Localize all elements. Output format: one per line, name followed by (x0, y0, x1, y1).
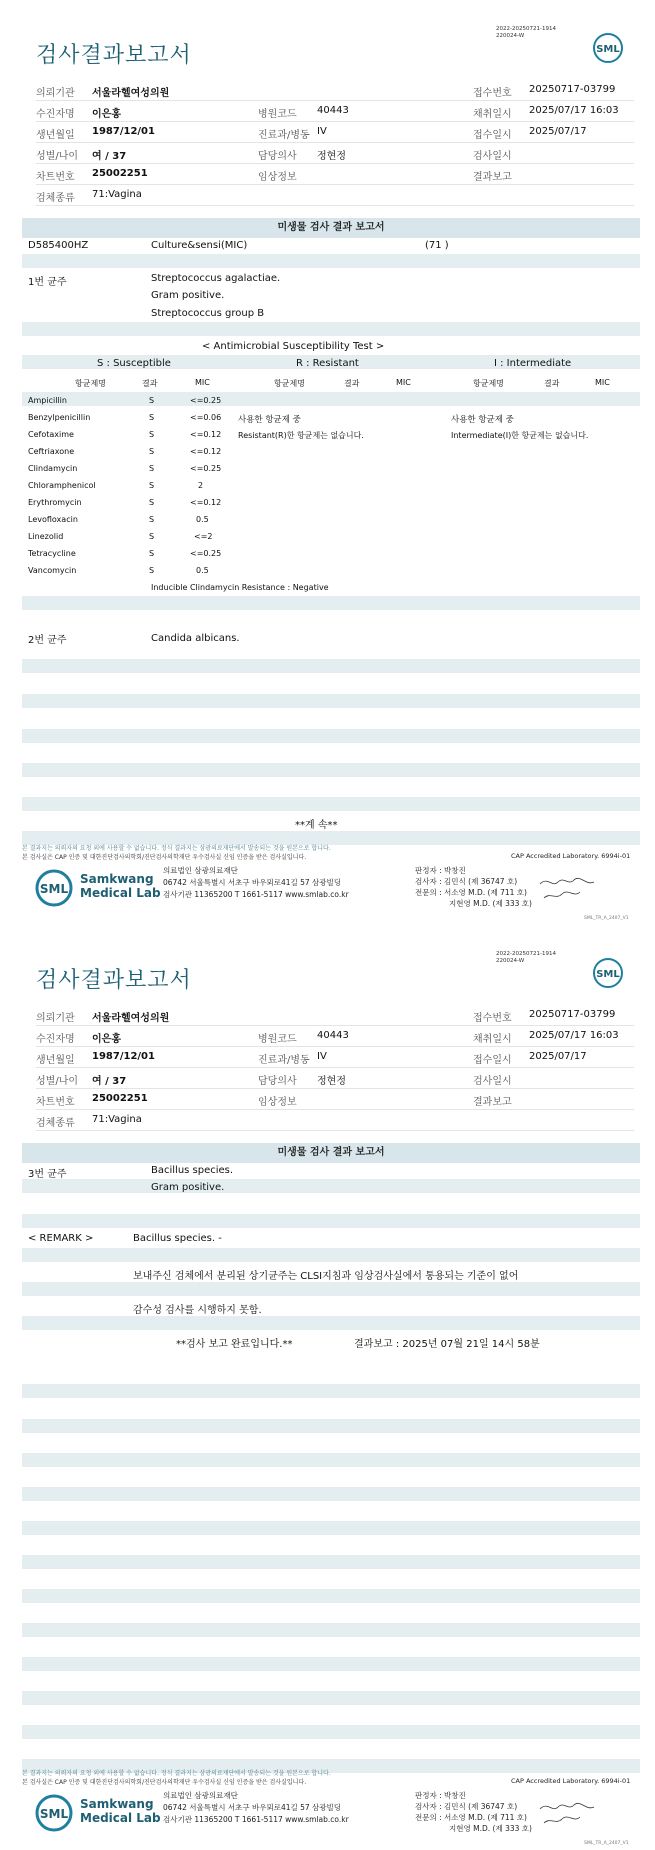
drug-mic: <=0.25 (190, 464, 222, 473)
sml-footer-logo-icon (34, 868, 74, 908)
svg-text:SML: SML (596, 44, 620, 55)
footer-note: 본 검사실은 CAP 인증 및 대한진단검사의학회/진단검사의학재단 우수검사실 신임 인증을 받은 검사실입니다. (22, 854, 307, 861)
stripe (22, 1316, 640, 1330)
staff-list: 판정자 : 박창진 검사자 : 김민식 (제 36747 호) 전문의 : 서소영 M.D. (제 711 호) 지현영 M.D. (제 333 호) (415, 866, 532, 908)
page-title: 검사결과보고서 (36, 968, 192, 993)
report-complete: **검사 보고 완료입니다.** (176, 1339, 293, 1350)
section-title: 미생물 검사 결과 보고서 (22, 1143, 640, 1163)
drug-name: Ampicillin (28, 396, 67, 405)
organism-3-line: Bacillus species. (151, 1165, 234, 1176)
header-row-4: 성별/나이 여 / 37 담당의사 정현정 검사일시 (36, 143, 634, 164)
drug-name: Benzylpenicillin (28, 413, 91, 422)
organism-2-label: 2번 균주 (28, 635, 67, 646)
drug-mic: 0.5 (196, 515, 209, 524)
stripe (22, 797, 640, 811)
document-id: 2022-20250721-1914 220024-W (496, 951, 556, 964)
footer-note: 본 결과지는 의뢰자의 요청 외에 사용할 수 없습니다. 정식 결과지는 삼광의료재단에서 발송되는 것을 원본으로 합니다. (22, 1770, 331, 1777)
header-row-1: 의뢰기관 서울라헬여성의원 접수번호 20250717-03799 (36, 80, 634, 101)
sml-logo-icon (592, 32, 624, 64)
column-mic: MIC (195, 378, 210, 387)
header-row-2: 수진자명 이은홍 병원코드 40443 채취일시 2025/07/17 16:03 (36, 1026, 634, 1047)
stripe (22, 1384, 640, 1398)
drug-name: Chloramphenicol (28, 481, 96, 490)
legend-resistant: R : Resistant (296, 358, 359, 369)
organism-2: Candida albicans. (151, 633, 240, 644)
drug-mic: <=0.12 (190, 430, 222, 439)
staff-list: 판정자 : 박창진 검사자 : 김민식 (제 36747 호) 전문의 : 서소영 M.D. (제 711 호) 지현영 M.D. (제 333 호) (415, 1791, 532, 1833)
drug-mic: <=2 (194, 532, 213, 541)
ast-title: < Antimicrobial Susceptibility Test > (202, 341, 385, 352)
organism-1-label: 1번 균주 (28, 277, 67, 288)
column-mic: MIC (595, 378, 610, 387)
stripe (22, 1589, 640, 1603)
test-number: (71 ) (425, 240, 449, 251)
brand-name: Samkwang Medical Lab (80, 1797, 161, 1825)
signature-icon (538, 1799, 598, 1829)
organism-3-label: 3번 균주 (28, 1169, 67, 1180)
stripe (22, 1487, 640, 1501)
header-row-5: 차트번호 25002251 임상정보 결과보고 (36, 164, 634, 185)
drug-result: S (149, 566, 155, 575)
column-result: 결과 (544, 379, 560, 388)
drug-name: Linezolid (28, 532, 64, 541)
section-title: 미생물 검사 결과 보고서 (22, 218, 640, 238)
stripe (22, 1214, 640, 1228)
stripe (22, 254, 640, 268)
svg-text:SML: SML (39, 882, 69, 896)
drug-name: Tetracycline (28, 549, 76, 558)
drug-result: S (149, 549, 155, 558)
continued-label: **계 속** (295, 820, 338, 831)
drug-name: Levofloxacin (28, 515, 78, 524)
stripe (22, 322, 640, 336)
stripe (22, 1419, 640, 1433)
footer (0, 862, 655, 922)
drug-mic: 2 (198, 481, 204, 490)
page-title: 검사결과보고서 (36, 43, 192, 68)
header-row-6: 검체종류 71:Vagina (36, 185, 634, 206)
drug-mic: <=0.25 (190, 396, 222, 405)
stripe (22, 659, 640, 673)
resistant-heading: 사용한 항균제 중 (238, 415, 301, 425)
header-row-3: 생년월일 1987/12/01 진료과/병동 IV 접수일시 2025/07/17 (36, 1047, 634, 1068)
drug-result: S (149, 430, 155, 439)
drug-result: S (149, 413, 155, 422)
sml-footer-logo-icon (34, 1793, 74, 1833)
stripe (22, 1179, 640, 1193)
form-code: SML_TR_A_2407_V1 (584, 916, 629, 921)
drug-name: Erythromycin (28, 498, 82, 507)
drug-name: Vancomycin (28, 566, 77, 575)
drug-result: S (149, 447, 155, 456)
drug-mic: <=0.12 (190, 447, 222, 456)
resistant-note: Resistant(R)한 항균제는 없습니다. (238, 431, 364, 440)
drug-mic: 0.5 (196, 566, 209, 575)
stripe (22, 1248, 640, 1262)
organism-1-line: Streptococcus group B (151, 308, 265, 319)
brand-name: Samkwang Medical Lab (80, 872, 161, 900)
drug-mic: <=0.12 (190, 498, 222, 507)
remark-label: < REMARK > (28, 1233, 94, 1244)
stripe (22, 694, 640, 708)
svg-text:SML: SML (596, 969, 620, 980)
stripe (22, 1623, 640, 1637)
footer-note: 본 결과지는 의뢰자의 요청 외에 사용할 수 없습니다. 정식 결과지는 삼광의료재단에서 발송되는 것을 원본으로 합니다. (22, 845, 331, 852)
svg-text:SML: SML (39, 1807, 69, 1821)
drug-result: S (149, 515, 155, 524)
footer-note: 본 검사실은 CAP 인증 및 대한진단검사의학회/진단검사의학재단 우수검사실 신임 인증을 받은 검사실입니다. (22, 1779, 307, 1786)
stripe (22, 729, 640, 743)
signature-icon (538, 874, 598, 904)
drug-result: S (149, 464, 155, 473)
test-code: D585400HZ (28, 240, 89, 251)
header-row-2: 수진자명 이은홍 병원코드 40443 채취일시 2025/07/17 16:03 (36, 101, 634, 122)
drug-name: Cefotaxime (28, 430, 74, 439)
remark-line: 감수성 검사를 시행하지 못함. (133, 1305, 262, 1316)
drug-result: S (149, 498, 155, 507)
organization-info: 의료법인 삼광의료재단 06742 서울특별시 서초구 바우뫼로41길 57 삼광빌딩 검사기관 11365200 T 1661-5117 www.smlab.co.kr (163, 1791, 349, 1824)
remark-line: Bacillus species. - (133, 1233, 222, 1244)
stripe (22, 1555, 640, 1569)
drug-mic: <=0.06 (190, 413, 222, 422)
drug-result: S (149, 396, 155, 405)
stripe (22, 1521, 640, 1535)
organism-1-line: Streptococcus agalactiae. (151, 273, 281, 284)
column-result: 결과 (344, 379, 360, 388)
header-row-4: 성별/나이 여 / 37 담당의사 정현정 검사일시 (36, 1068, 634, 1089)
stripe (22, 596, 640, 610)
header-row-5: 차트번호 25002251 임상정보 결과보고 (36, 1089, 634, 1110)
column-agent: 항균제명 (274, 379, 305, 388)
header-row-6: 검체종류 71:Vagina (36, 1110, 634, 1131)
drug-mic: <=0.25 (190, 549, 222, 558)
stripe (22, 1657, 640, 1671)
sml-logo-icon (592, 957, 624, 989)
intermediate-note: Intermediate(I)한 항균제는 없습니다. (451, 431, 589, 440)
legend-susceptible: S : Susceptible (97, 358, 171, 369)
intermediate-heading: 사용한 항균제 중 (451, 415, 514, 425)
stripe (22, 1282, 640, 1296)
stripe (22, 763, 640, 777)
document-id: 2022-20250721-1914 220024-W (496, 26, 556, 39)
form-code: SML_TR_A_2407_V1 (584, 1841, 629, 1846)
organism-3-line: Gram positive. (151, 1182, 225, 1193)
drug-result: S (149, 532, 155, 541)
legend-intermediate: I : Intermediate (494, 358, 572, 369)
cap-accreditation: CAP Accredited Laboratory. 6994i-01 (511, 852, 631, 860)
remark-line: 보내주신 검체에서 분리된 상기균주는 CLSI지침과 임상검사실에서 통용되는 기준이 없어 (133, 1271, 519, 1282)
footer (0, 1787, 655, 1847)
drug-name: Ceftriaxone (28, 447, 75, 456)
report-time: 결과보고 : 2025년 07월 21일 14시 58분 (354, 1339, 540, 1350)
drug-name: Clindamycin (28, 464, 78, 473)
organization-info: 의료법인 삼광의료재단 06742 서울특별시 서초구 바우뫼로41길 57 삼광빌딩 검사기관 11365200 T 1661-5117 www.smlab.co.kr (163, 866, 349, 899)
report-page-2 (0, 925, 655, 1850)
column-result: 결과 (142, 379, 158, 388)
column-agent: 항균제명 (473, 379, 504, 388)
stripe (22, 392, 640, 406)
drug-result: S (149, 481, 155, 490)
cap-accreditation: CAP Accredited Laboratory. 6994i-01 (511, 1777, 631, 1785)
clindamycin-note: Inducible Clindamycin Resistance : Negative (151, 583, 329, 592)
test-name: Culture&sensi(MIC) (151, 240, 248, 251)
header-row-1: 의뢰기관 서울라헬여성의원 접수번호 20250717-03799 (36, 1005, 634, 1026)
header-row-3: 생년월일 1987/12/01 진료과/병동 IV 접수일시 2025/07/17 (36, 122, 634, 143)
stripe (22, 1725, 640, 1739)
stripe (22, 1691, 640, 1705)
organism-1-line: Gram positive. (151, 290, 225, 301)
column-agent: 항균제명 (75, 379, 106, 388)
column-mic: MIC (396, 378, 411, 387)
stripe (22, 1453, 640, 1467)
